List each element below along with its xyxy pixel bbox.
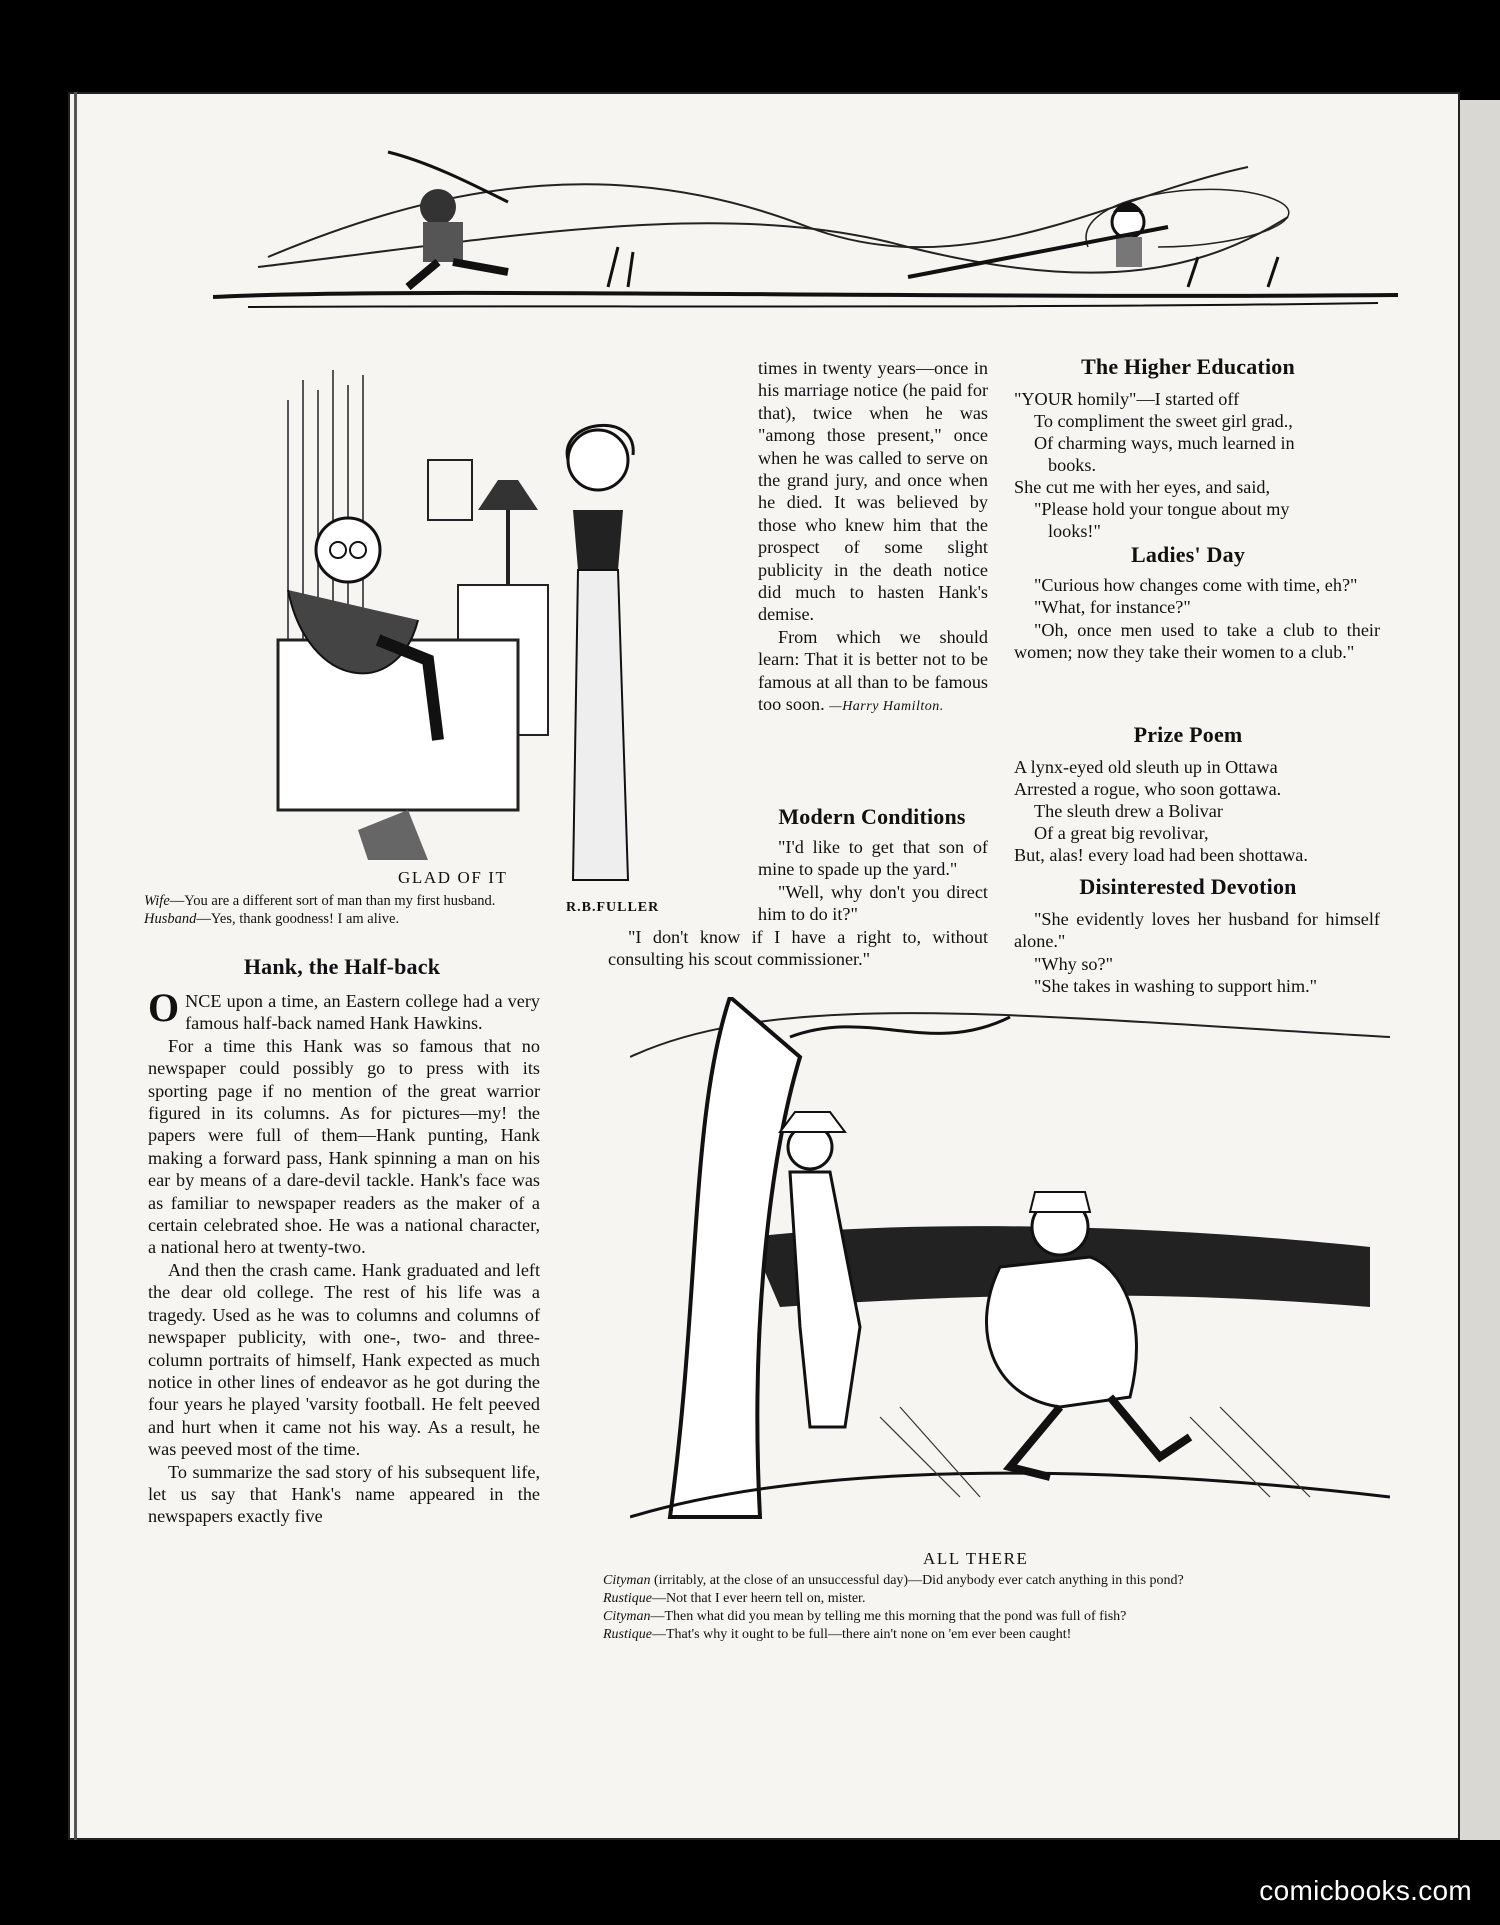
prize-poem: [1014, 756, 1384, 866]
caption-line: (irritably, at the close of an unsuccessful day)—Did anybody ever catch anything in this pond?: [650, 1573, 1184, 1588]
poem-line: books.: [1048, 455, 1096, 475]
higher-education-poem: [1014, 388, 1384, 542]
adjacent-page-edge: [1455, 100, 1500, 1840]
modern-line-3: "I don't know if I have a right to, without consulting his scout commissioner.": [608, 927, 988, 970]
hank-paragraph-2: For a time this Hank was so famous that no newspaper could possibly go to press with its sporting page if no mention of the great warrior figured in its columns. As for pictures—my! the papers were full of them—Hank punting, Hank making a forward pass, Hank spinning a man on his ear by means of a dare-devil tackle. Hank's face was as familiar to newspaper readers as the maker of a certain celebrated shoe. He was a national character, a national hero at twenty-two.: [148, 1035, 540, 1258]
higher-education-title: The Higher Education: [1081, 354, 1295, 379]
hank-paragraph-3: And then the crash came. Hank graduated and left the dear old college. The rest of his life was a tragedy. Used as he was to columns and columns of newspaper publicity, with one-, two- and three-column portraits of himself, Hank expected as much notice in other lines of endeavor as he got during the four years he played 'varsity football. He felt peeved and hurt when it came not his way. As a result, he was peeved most of the time.: [148, 1259, 540, 1460]
drop-cap: O: [148, 985, 180, 1030]
cartoon-signature: R.B.FULLER: [566, 900, 660, 915]
modern-conditions-wide: [608, 926, 988, 971]
poem-line: "Please hold your tongue about my: [1034, 499, 1290, 519]
hank-paragraph-6: From which we should learn: That it is better not to be famous at all than to be famous too soon. —Harry Hamilton.: [758, 626, 988, 715]
all-there-caption: [603, 1572, 1184, 1644]
wife-line: —You are a different sort of man than my first husband.: [169, 893, 496, 909]
wife-speaker: Wife: [144, 893, 170, 909]
ladies-day-text: [1014, 574, 1380, 664]
modern-conditions-text: [758, 836, 988, 926]
all-there-illustration: [630, 997, 1390, 1537]
caption-line: —That's why it ought to be full—there ain't none on 'em ever been caught!: [652, 1627, 1072, 1642]
modern-line-1: "I'd like to get that son of mine to spade up the yard.": [758, 837, 988, 880]
prize-poem-title: Prize Poem: [1133, 722, 1243, 747]
hank-paragraph-5: times in twenty years—once in his marriage notice (he paid for that), twice when he was "among those present," once when he was called to serve on the grand jury, and once when he died. It was believed by those who knew him that the prospect of some slight publicity in the death notice did much to hasten Hank's demise.: [758, 358, 988, 625]
poem-line: "YOUR homily"—I started off: [1014, 389, 1240, 409]
modern-conditions-title: Modern Conditions: [778, 804, 966, 829]
glad-of-it-cartoon: [178, 360, 658, 930]
glad-of-it-caption: [144, 892, 495, 928]
all-there-title: ALL THERE: [923, 1549, 1029, 1568]
ladies-day-title: Ladies' Day: [1130, 542, 1246, 567]
rustique-speaker: Rustique: [603, 1627, 652, 1642]
hank-article-part1: [148, 985, 540, 1528]
hank-paragraph-1: ONCE upon a time, an Eastern college had a very famous half-back named Hank Hawkins.: [148, 985, 540, 1034]
author-signature: —Harry Hamilton.: [829, 699, 944, 715]
caption-line: —Then what did you mean by telling me this morning that the pond was full of fish?: [650, 1609, 1127, 1624]
devotion-line-2: "Why so?": [1034, 953, 1113, 974]
poem-line: Arrested a rogue, who soon gottawa.: [1014, 779, 1282, 799]
poem-line: She cut me with her eyes, and said,: [1014, 477, 1271, 497]
poem-line: But, alas! every load had been shottawa.: [1014, 845, 1308, 865]
hank-article-part2: [758, 357, 988, 719]
cityman-speaker: Cityman: [603, 1573, 651, 1588]
glad-of-it-title: GLAD OF IT: [398, 868, 508, 887]
modern-line-2: "Well, why don't you direct him to do it?": [758, 881, 988, 925]
disinterested-devotion-title: Disinterested Devotion: [1079, 874, 1297, 899]
devotion-line-3: "She takes in washing to support him.": [1034, 976, 1318, 997]
poem-line: Of a great big revolivar,: [1034, 823, 1209, 843]
poem-line: looks!": [1048, 521, 1101, 541]
poem-line: To compliment the sweet girl grad.,: [1034, 411, 1293, 431]
ladies-line-1: "Curious how changes come with time, eh?": [1034, 575, 1358, 595]
poem-line: A lynx-eyed old sleuth up in Ottawa: [1014, 757, 1278, 777]
poem-line: The sleuth drew a Bolivar: [1034, 801, 1223, 821]
magazine-page: [68, 92, 1460, 1840]
header-fishing-illustration: [208, 137, 1408, 327]
disinterested-devotion-text: [1014, 908, 1380, 998]
ladies-line-2: "What, for instance?": [1034, 597, 1191, 618]
hank-paragraph-4: To summarize the sad story of his subsequent life, let us say that Hank's name appeared in the newspapers exactly five: [148, 1461, 540, 1527]
rustique-speaker: Rustique: [603, 1591, 652, 1606]
husband-speaker: Husband: [144, 911, 197, 927]
devotion-line-1: "She evidently loves her husband for himself alone.": [1014, 909, 1380, 952]
poem-line: Of charming ways, much learned in: [1034, 433, 1295, 453]
hank-title: Hank, the Half-back: [243, 954, 441, 979]
caption-line: —Not that I ever heern tell on, mister.: [652, 1591, 866, 1606]
husband-line: —Yes, thank goodness! I am alive.: [196, 911, 400, 927]
ladies-line-3: "Oh, once men used to take a club to their women; now they take their women to a club.": [1014, 619, 1380, 663]
site-watermark: comicbooks.com: [1259, 1875, 1472, 1906]
cityman-speaker: Cityman: [603, 1609, 651, 1624]
